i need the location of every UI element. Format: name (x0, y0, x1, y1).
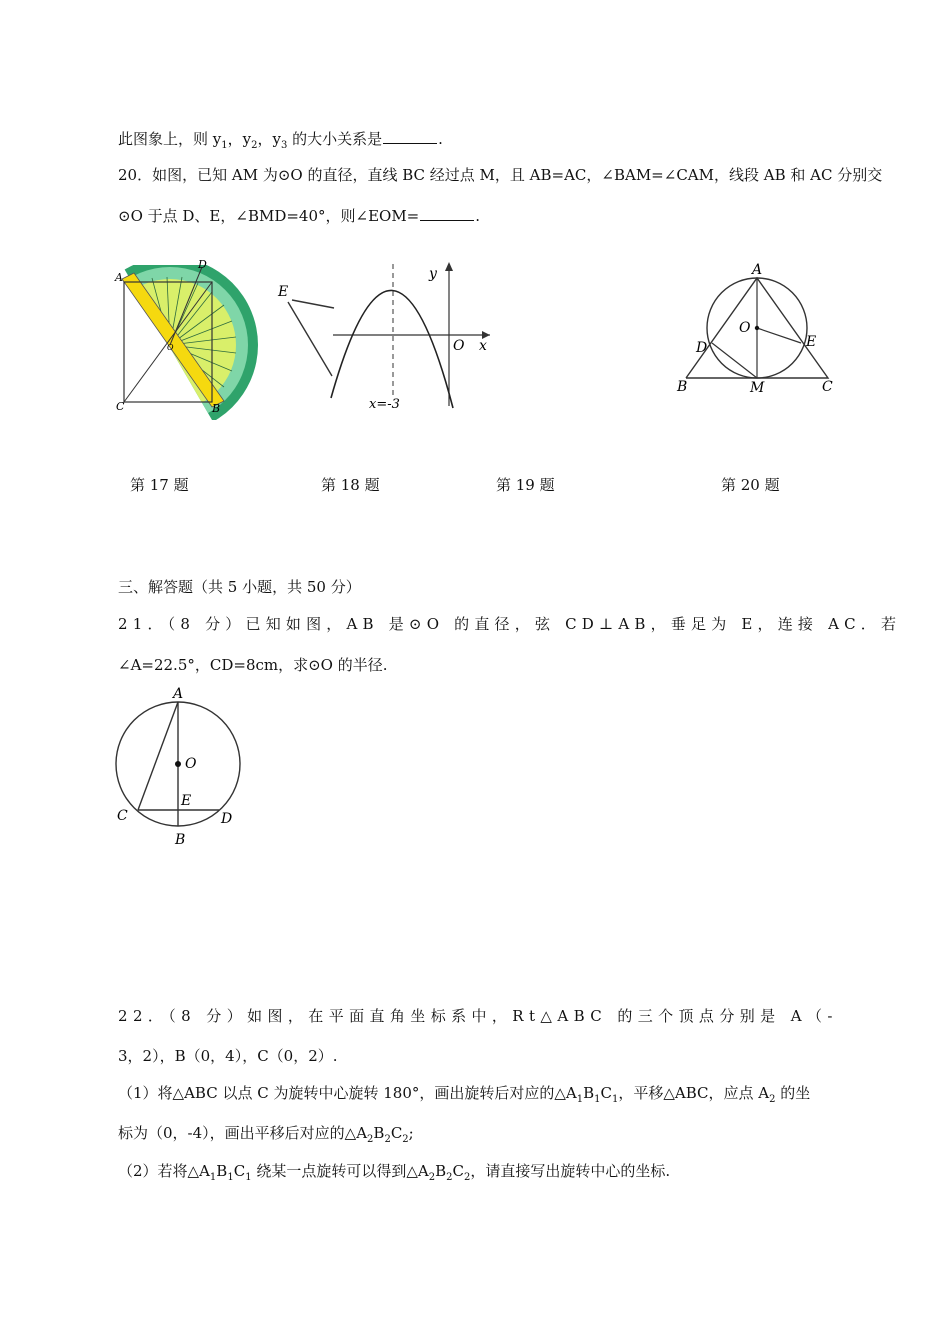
q21-line1: 21．（8 分）已知如图，AB 是⊙O 的直径，弦 CD⊥AB，垂足为 E，连接 AC．若 (118, 615, 902, 633)
q22-line2: 3，2），B（0，4），C（0，2）. (118, 1047, 338, 1065)
caption-20: 第 20 题 (721, 476, 780, 494)
fig20-label-e: E (806, 334, 817, 350)
q20-line2 (118, 205, 480, 226)
fig21-label-b: B (175, 832, 186, 847)
subscript: 1 (612, 1094, 619, 1105)
subscript: 2 (367, 1134, 374, 1145)
subscript: 1 (227, 1172, 234, 1183)
q22-line1: 22．（8 分）如图，在平面直角坐标系中，Rt△ABC 的三个顶点分别是 A（- (118, 1007, 838, 1025)
q22-line3 (118, 1082, 810, 1105)
subscript: 3 (280, 140, 288, 151)
subscript: 1 (594, 1094, 601, 1105)
q20-text: ⊙O 于点 D、E，∠BMD=40°，则∠EOM= (118, 207, 420, 225)
fig20-label-m: M (750, 380, 765, 396)
caption-17: 第 17 题 (130, 476, 189, 494)
figure-21 (105, 682, 245, 847)
q22-text: 绕某一点旋转可以得到△A (251, 1162, 429, 1180)
q19-tail-line (118, 128, 443, 151)
subscript: 2 (446, 1172, 453, 1183)
fig19-label-x-eq: x=-3 (369, 397, 400, 412)
fig21-label-e: E (181, 793, 192, 809)
subscript: 1 (245, 1172, 252, 1183)
q22-text: ，请直接写出旋转中心的坐标. (470, 1162, 671, 1180)
q20-text: . (475, 207, 481, 225)
subscript: 2 (251, 140, 258, 151)
q22-text: ; (408, 1124, 414, 1142)
answer-blank[interactable] (420, 206, 474, 221)
caption-18: 第 18 题 (321, 476, 380, 494)
q22-text: C (452, 1162, 464, 1180)
q22-text: （1）将△ABC 以点 C 为旋转中心旋转 180°，画出旋转后对应的△A (118, 1084, 577, 1102)
fig21-label-a: A (173, 686, 184, 702)
q22-text: B (435, 1162, 447, 1180)
q22-text: （2）若将△A (118, 1162, 210, 1180)
fig17-label-d: D (198, 258, 207, 271)
q22-text: B (583, 1084, 595, 1102)
fig19-label-y: y (429, 266, 437, 282)
q19-text: ，y (227, 130, 252, 148)
q22-text: C (390, 1124, 403, 1142)
fig17-label-c: C (116, 400, 125, 413)
caption-19: 第 19 题 (496, 476, 555, 494)
q20-line1: 20．如图，已知 AM 为⊙O 的直径，直线 BC 经过点 M，且 AB=AC，∠BAM=∠CAM，线段 AB 和 AC 分别交 (118, 166, 883, 184)
q22-text: C (600, 1084, 613, 1102)
subscript: 2 (463, 1172, 471, 1183)
fig21-label-c: C (117, 808, 128, 824)
q22-text: B (216, 1162, 228, 1180)
fig20-label-a: A (752, 262, 763, 278)
subscript: 1 (576, 1094, 584, 1105)
subscript: 1 (209, 1172, 217, 1183)
q19-text: 的大小关系是 (287, 130, 383, 148)
fig21-label-o: O (185, 756, 197, 772)
subscript: 2 (402, 1134, 409, 1145)
fig20-label-o: O (739, 320, 751, 336)
q22-text: ，平移△ABC，应点 A (618, 1084, 770, 1102)
q22-text: C (233, 1162, 246, 1180)
figure-19 (325, 258, 495, 413)
q19-text: ，y (257, 130, 281, 148)
q22-text: 的坐 (775, 1084, 811, 1102)
subscript: 2 (769, 1094, 776, 1105)
subscript: 1 (221, 140, 228, 151)
q19-text: . (438, 130, 443, 148)
q22-text: B (373, 1124, 385, 1142)
subscript: 2 (384, 1134, 391, 1145)
fig19-label-x: x (479, 338, 487, 354)
section-heading: 三、解答题（共 5 小题，共 50 分） (118, 578, 361, 596)
answer-blank[interactable] (383, 129, 437, 144)
fig20-label-d: D (696, 340, 708, 356)
fig20-label-b: B (677, 379, 688, 395)
figure-20 (672, 258, 847, 398)
fig19-label-o: O (453, 338, 465, 354)
subscript: 2 (428, 1172, 436, 1183)
fig17-label-a: A (115, 271, 123, 284)
fig20-label-c: C (822, 379, 833, 395)
q22-text: 标为（0，-4），画出平移后对应的△A (118, 1124, 368, 1142)
figure-17 (112, 255, 282, 420)
q19-text: 此图象上，则 y (118, 130, 222, 148)
fig17-label-o: O (167, 343, 174, 352)
q21-line2: ∠A=22.5°，CD=8cm，求⊙O 的半径. (118, 656, 388, 674)
fig21-label-d: D (221, 811, 233, 827)
fig18-label-e: E (278, 284, 289, 300)
q22-line5 (118, 1160, 670, 1183)
q22-line4 (118, 1122, 414, 1145)
fig17-label-b: B (212, 402, 221, 415)
parabola-curve (331, 290, 453, 408)
